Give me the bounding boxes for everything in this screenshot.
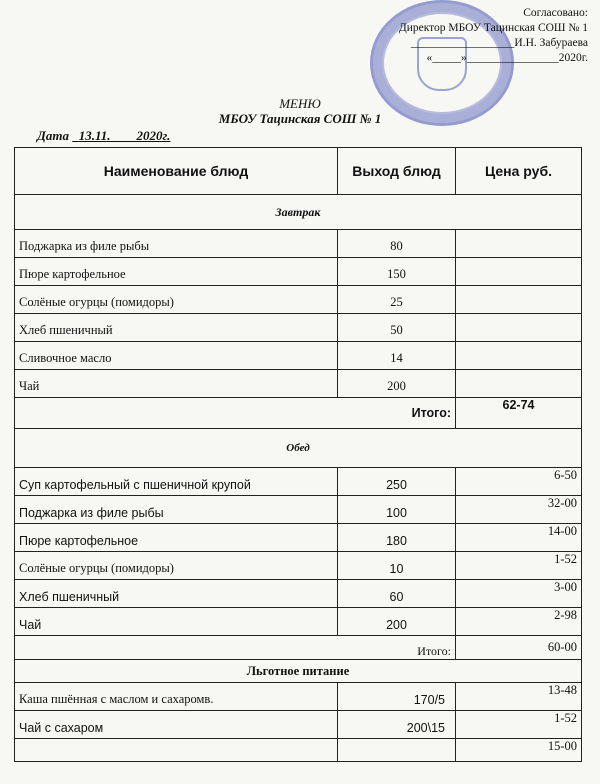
empty-cell: [15, 739, 338, 762]
subsidized-items: [15, 683, 582, 739]
subsidized-total-row: [15, 739, 582, 762]
menu-item-row: [15, 258, 582, 286]
breakfast-total-row: [15, 398, 582, 429]
dish-yield: 25: [338, 286, 456, 314]
menu-item-row: [15, 683, 582, 711]
dish-name: Пюре картофельное: [15, 258, 338, 286]
section-lunch: [15, 429, 582, 468]
menu-table: [14, 147, 582, 762]
lunch-total: 60-00: [456, 636, 582, 660]
dish-yield: 10: [338, 552, 456, 580]
dish-name: Сливочное масло: [15, 342, 338, 370]
dish-price: [456, 342, 582, 370]
empty-cell: [338, 739, 456, 762]
dish-name: Чай: [15, 370, 338, 398]
dish-yield: 200: [338, 608, 456, 636]
dish-yield: 180: [338, 524, 456, 552]
approval-title: Согласовано:: [523, 7, 588, 19]
section-subsidized: [15, 660, 582, 683]
dish-name: Хлеб пшеничный: [15, 314, 338, 342]
total-label: Итого:: [15, 398, 456, 429]
dish-yield: 100: [338, 496, 456, 524]
section-title: Льготное питание: [15, 660, 582, 683]
approval-signature-name: __________________И.Н. Забураева: [410, 37, 588, 49]
dish-yield: 200: [338, 370, 456, 398]
lunch-items: [15, 468, 582, 636]
dish-yield: 150: [338, 258, 456, 286]
dish-price: 3-00: [456, 580, 582, 608]
dish-price: [456, 230, 582, 258]
dish-name: Солёные огурцы (помидоры): [15, 286, 338, 314]
dish-yield: 200\15: [338, 711, 456, 739]
approval-block: [338, 6, 588, 66]
menu-item-row: [15, 608, 582, 636]
section-breakfast: [15, 195, 582, 230]
dish-price: 2-98: [456, 608, 582, 636]
approval-year: 2020г.: [558, 52, 588, 64]
lunch-total-row: [15, 636, 582, 660]
dish-name: Поджарка из филе рыбы: [15, 496, 338, 524]
dish-name: Чай с сахаром: [15, 711, 338, 739]
date-day: 13.11.: [78, 128, 111, 143]
breakfast-total: 62-74: [456, 398, 582, 429]
menu-title: МЕНЮ: [279, 96, 321, 111]
date-label: Дата: [37, 128, 69, 143]
dish-name: Поджарка из филе рыбы: [15, 230, 338, 258]
dish-name: Пюре картофельное: [15, 524, 338, 552]
menu-item-row: [15, 286, 582, 314]
menu-item-row: [15, 496, 582, 524]
col-price-header: Цена руб.: [456, 148, 582, 195]
approval-director: Директор МБОУ Тацинская СОШ № 1: [398, 22, 588, 34]
dish-price: 32-00: [456, 496, 582, 524]
section-title: Обед: [15, 429, 582, 468]
dish-price: [456, 314, 582, 342]
col-name-header: Наименование блюд: [15, 148, 338, 195]
menu-item-row: [15, 711, 582, 739]
dish-price: 1-52: [456, 711, 582, 739]
dish-yield: 250: [338, 468, 456, 496]
dish-name: Чай: [15, 608, 338, 636]
dish-price: [456, 370, 582, 398]
dish-yield: 60: [338, 580, 456, 608]
dish-name: Хлеб пшеничный: [15, 580, 338, 608]
menu-item-row: [15, 580, 582, 608]
dish-price: 6-50: [456, 468, 582, 496]
menu-item-row: [15, 524, 582, 552]
dish-yield: 50: [338, 314, 456, 342]
dish-price: 14-00: [456, 524, 582, 552]
director-name: И.Н. Забураева: [514, 37, 588, 49]
total-label: Итого:: [15, 636, 456, 660]
approval-date: «_____»________________2020г.: [426, 52, 588, 64]
header-row: [15, 148, 582, 195]
dish-yield: 80: [338, 230, 456, 258]
menu-date: [37, 128, 170, 144]
col-yield-header: Выход блюд: [338, 148, 456, 195]
dish-yield: 170/5: [338, 683, 456, 711]
dish-name: Солёные огурцы (помидоры): [15, 552, 338, 580]
dish-name: Каша пшённая с маслом и сахаромв.: [15, 683, 338, 711]
dish-price: 1-52: [456, 552, 582, 580]
menu-item-row: [15, 552, 582, 580]
menu-item-row: [15, 468, 582, 496]
dish-price: [456, 286, 582, 314]
dish-price: [456, 258, 582, 286]
dish-price: 13-48: [456, 683, 582, 711]
subsidized-total: 15-00: [456, 739, 582, 762]
menu-item-row: [15, 342, 582, 370]
menu-item-row: [15, 230, 582, 258]
menu-item-row: [15, 370, 582, 398]
breakfast-items: [15, 230, 582, 398]
date-year: 2020г.: [136, 128, 171, 143]
dish-name: Суп картофельный с пшеничной крупой: [15, 468, 338, 496]
menu-item-row: [15, 314, 582, 342]
section-title: Завтрак: [15, 195, 582, 230]
school-name: МБОУ Тацинская СОШ № 1: [218, 111, 382, 126]
dish-yield: 14: [338, 342, 456, 370]
